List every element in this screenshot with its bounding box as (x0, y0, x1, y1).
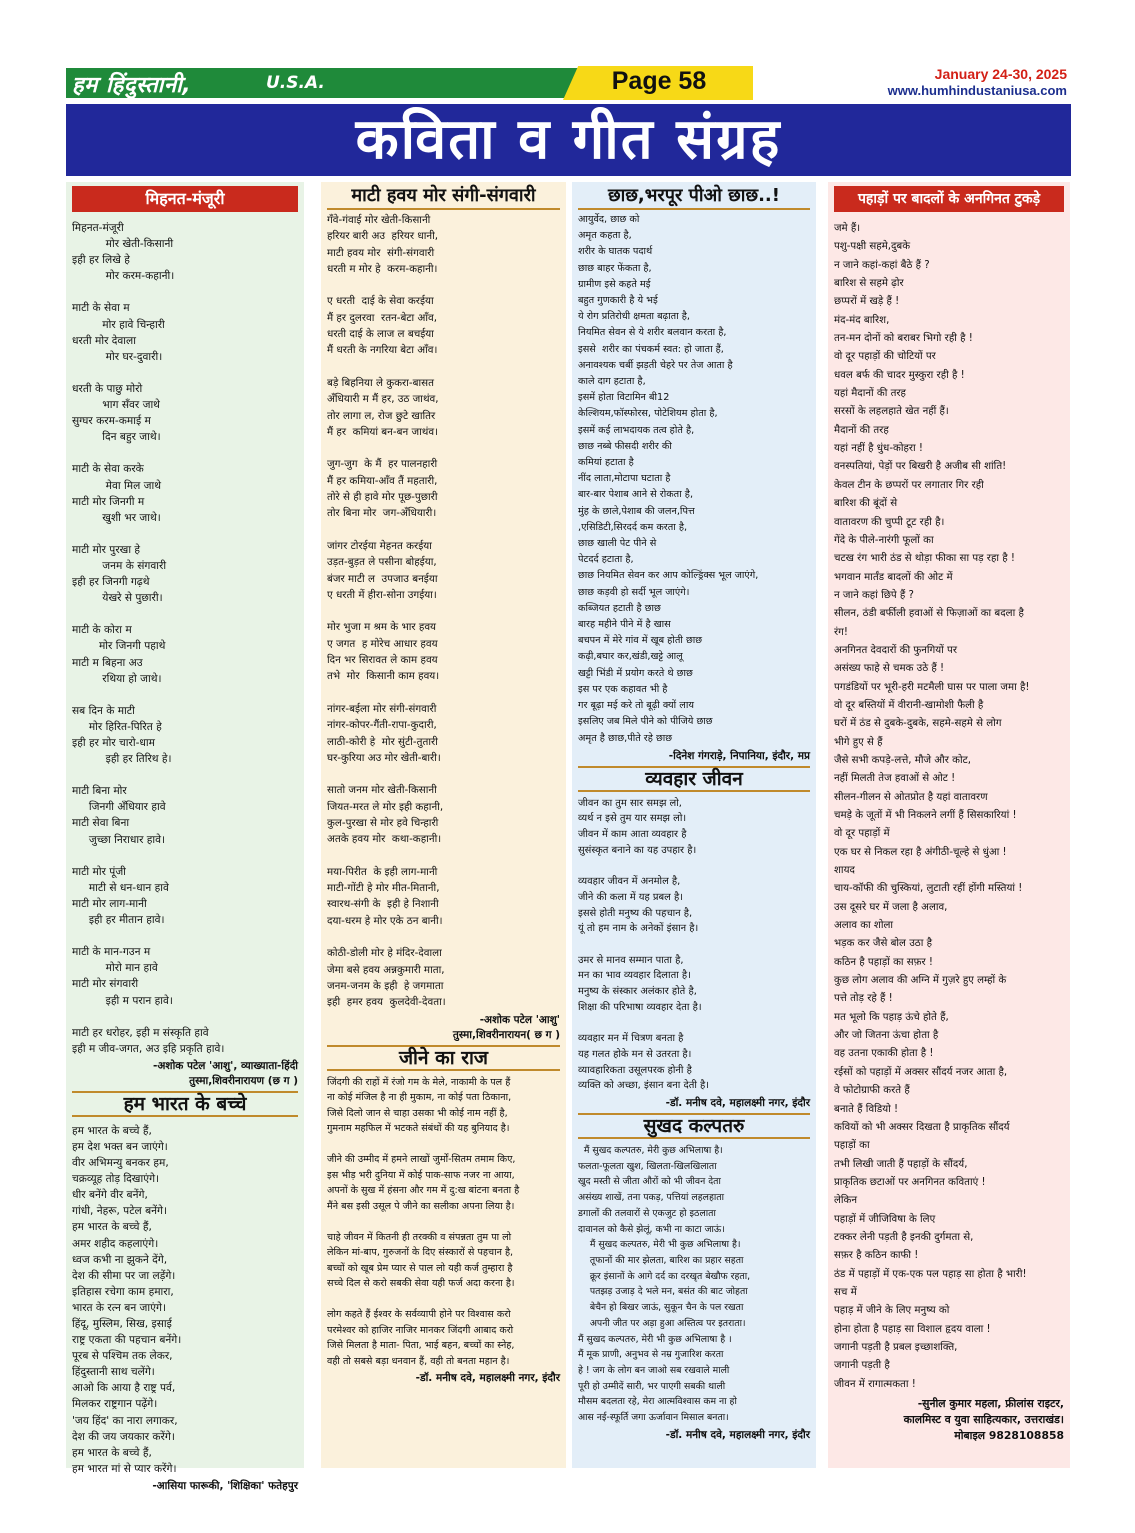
poem-title: छाछ,भरपूर पीओ छाछ..! (578, 184, 810, 210)
poem-author: -अशोक पटेल 'आशु' तुस्मा,शिवरीनारायन( छ ग ) (452, 1013, 560, 1041)
column-1 (66, 182, 304, 1492)
poem-body: मैं सुखद कल्पतरु, मेरी कुछ अभिलाषा है। फलता-फूलता खुश, खिलता-खिलखिलाता खुद मस्ती से जीता औरों को भी जीवन देता असंख्य शाखें, तना पकड़, पत्तियां लहलहाता डगालों की तलवारों से एकजुट हो इठलाता दावानल को कैसे झेलूं, कभी ना काटा जाऊं। मैं सुखद कल्पतरु, मेरी भी कुछ अभिलाषा है। तूफानों की मार झेलता, बारिश का प्रहार सहता क्रूर इंसानों के आगे दर्द का दरखृत बेखौफ रहता, पतझड़ उजाड़ दे भले मन, बसंत की बाट जोहता बेचैन हो बिखर जाऊं, सुकून चैन के पल रखता अपनी जीत पर अड़ा हुआ अस्तित्व पर इतराता। मैं सुखद कल्पतरु, मेरी भी कुछ अभिलाषा है । मैं मूक प्राणी, अनुभव से नम्र गुजारिश करता हे ! जग के लोग बन जाओ सब रखवाले माली पूरी हो उम्मीदें सारी, भर पाएगी सबकी थाली मौसम बदलता रहे, मेरा आत्मविश्वास कम ना हो आस नई-स्फूर्ति जगा ऊर्जावान मिसाल बनता। (578, 1145, 751, 1424)
poem-author: -सुनील कुमार महला, फ्रीलांस राइटर, कालमिस्ट व युवा साहित्यकार, उत्तराखंड। मोबाइल 9828108858 (903, 1397, 1064, 1442)
section-title: कविता व गीत संग्रह (355, 107, 782, 172)
poem-body: हम भारत के बच्चे हैं, हम देश भक्त बन जाएंगे। वीर अभिमन्यु बनकर हम, चक्रव्यूह तोड़ दिखाएंगे। धीर बनेंगे वीर बनेंगे, गांधी, नेहरू, पटेल बनेंगे। हम भारत के बच्चे हैं, अमर शहीद कहलाएंगे। ध्वज कभी ना झुकने देंगे, देश की सीमा पर जा लड़ेंगे। इतिहास रचेगा काम हमारा, भारत के रत्न बन जाएंगे। हिंदू, मुस्लिम, सिख, इसाई राष्ट्र एकता की पहचान बनेंगे। पूरब से पश्चिम तक लेकर, हिंदुस्तानी साथ चलेंगे। आओ कि आया है राष्ट्र पर्व, मिलकर राष्ट्रगान पढ़ेंगे। 'जय हिंद' का नारा लगाकर, देश की जय जयकार करेंगे। हम भारत के बच्चे हैं, हम भारत मां से प्यार करेंगे। (72, 1124, 182, 1475)
column-3 (572, 182, 816, 1468)
poem-body: जमे हैं। पशु-पक्षी सहमे,दुबके न जाने कहां-कहां बैठे हैं ? बारिश से सहमे ढ़ोर छप्परों में खड़े हैं ! मंद-मंद बारिश, तन-मन दोनों को बराबर भिगो रही है ! वो दूर पहाड़ों की चोटियों पर धवल बर्फ की चादर मुस्कुरा रही है ! यहां मैदानों की तरह सरसों के लहलहाते खेत नहीं हैं। मैदानों की तरह यहां नहीं है धुंध-कोहरा ! वनस्पतियां, पेड़ों पर बिखरी है अजीब सी शांति! केवल टीन के छप्परों पर लगातार गिर रही बारिश की बूंदों से वातावरण की चुप्पी टूट रही है। गेंदे के पीले-नारंगी फूलों का चटख रंग भारी ठंड से थोड़ा फीका सा पड़ रहा है ! भगवान मार्तंड बादलों की ओट में न जाने कहां छिपे हैं ? सीलन, ठंडी बर्फीली हवाओं से फिज़ाओं का बदला है रंग! अनगिनत देवदारों की फुनगियों पर असंख्य फाहे से चमक उठे हैं ! पगडंडियों पर भूरी-हरी मटमैली घास पर पाला जमा है! वो दूर बस्तियों में वीरानी-खामोशी फैली है घरों में ठंड से दुबके-दुबके, सहमे-सहमे से लोग भीगे हुए से हैं जैसे सभी कपड़े-लत्ते, मौजे और कोट, नहीं मिलती तेज हवाओं से ओट ! सीलन-गीलन से ओतप्रोत है यहां वातावरण चमड़े के जूतों में भी निकलने लगीं हैं सिसकारियां ! वो दूर पहाड़ों में एक घर से निकल रहा है अंगीठी-चूल्हे से धुंआ ! शायद चाय-कॉफी की चुस्कियां, लुटाती रहीं होंगी मस्तियां ! उस दूसरे घर में जला है अलाव, अलाव का शोला भड़क कर जैसे बोल उठा है कठिन है पहाड़ों का सफ़र ! कुछ लोग अलाव की अग्नि में गुज़रे हुए लम्हों के पत्ते तोड़ रहे हैं ! मत भूलो कि पहाड़ ऊंचे होते हैं, और जो जितना ऊंचा होता है वह उतना एकाकी होता है ! रईसों को पहाड़ों में अक्सर सौंदर्य नजर आता है, वे फोटोग्राफी करते हैं बनाते हैं विडियो ! कवियों को भी अक्सर दिखता है प्राकृतिक सौंदर्य पहाड़ों का तभी लिखी जाती हैं पहाड़ों के सौंदर्य, प्राकृतिक छटाओं पर अनगिनत कविताएं ! लेकिन पहाड़ों में जीजिविषा के लिए टक्कर लेनी पड़ती है इनकी दुर्गमता से, सफ़र है कठिन काफी ! ठंड में पहाड़ों में एक-एक पल पहाड़ सा होता है भारी! सच में पहाड़ में जीने के लिए मनुष्य को होना होता है पहाड़ सा विशाल हृदय वाला ! जगानी पड़ती है प्रबल इच्छाशक्ति, जगानी पड़ती है जीवन में रागात्मकता ! (834, 223, 1030, 1390)
poem-title: व्यवहार जीवन (578, 766, 810, 792)
column-4 (828, 182, 1070, 1468)
page-number: Page 58 (611, 67, 707, 95)
issue-date: January 24-30, 2025 (934, 66, 1067, 82)
poem-title: मिहनत-मंजूरी (72, 186, 298, 212)
poem-body: मिहनत-मंजूरी मोर खेती-किसानी इही हर लिखे हे मोर करम-कहानी। माटी के सेवा म मोर हावे चिन्हारी धरती मोर देवाला मोर घर-दुवारी। धरती के पाछु मोरो भाग सँवर जाथे सुग्घर करम-कमाई म दिन बहुर जाथे। माटी के सेवा करके मेवा मिल जाथे माटी मोर जिनगी म खुशी भर जाथे। माटी मोर पुरखा हे जनम के संगवारी इही हर जिनगी गढ़थे येखरे से पुछारी। माटी के कोरा म मोर जिनगी पहाथे माटी म बिहना अउ रथिया हो जाथे। सब दिन के माटी मोर हिरित-पिरित हे इही हर मोर चारो-धाम इही हर तिरिथ हे। माटी बिना मोर जिनगी अँधियार हावे माटी सेवा बिना जुच्छा निराधार हावे। माटी मोर पूंजी माटी से धन-धान हावे माटी मोर लाग-मानी इही हर मीतान हावे। माटी के मान-गउन म मोरो मान हावे माटी मोर संगवारी इही म परान हावे। माटी हर धरोहर, इही म संस्कृति हावे इही म जीव-जगत, अउ इहि प्रकृति हावे। (72, 222, 225, 1055)
section-banner (66, 104, 1071, 176)
column-2 (321, 182, 566, 1468)
poem-body: आयुर्वेद, छाछ को अमृत कहता है, शरीर के घातक पदार्थ छाछ बाहर फेंकता है, ग्रामीण इसे कहते मई बहुत गुणकारी है ये भई ये रोग प्रतिरोधी क्षमता बढ़ाता है, नियमित सेवन से ये शरीर बलवान करता है, इससे शरीर का पंचकर्म स्वत: हो जाता हैं, अनावश्यक चर्बी झड़ती चेहरे पर तेज आता है काले दाग हटाता है, इसमें होता विटामिन बी12 केल्शियम,फॉस्फोरस, पोटेशियम होता है, इसमें कई लाभदायक तत्व होते है, छाछ नब्बे फीसदी शरीर की कमियां हटाता है नींद लाता,मोटापा घटाता है बार-बार पेशाब आने से रोकता है, मुंह के छाले,पेशाब की जलन,पित्त ,एसिडिटी,सिरदर्द कम करता है, छाछ खाली पेट पीने से पेटदर्द हटाता है, छाछ नियमित सेवन कर आप कोल्ड्रिंक्स भूल जाएंगे, छाछ कड़वी हो सर्दी भूल जाएंगे। कब्जियत हटाती है छाछ बारह महीने पीने में है खास बचपन में मेरे गांव में खूब होती छाछ कढ़ी,बघार कर,खंडी,खट्टे आलू खट्टी भिंडी में प्रयोग करते थे छाछ इस पर एक कहावत भी है गर बूढ़ा मई करे तो बूढ़ी क्यों लाय इसलिए जब मिले पीने को पीजिये छाछ अमृत है छाछ,पीते रहे छाछ (578, 214, 759, 744)
poem-author: -डॉ. मनीष दवे, महालक्ष्मी नगर, इंदौर (415, 1372, 560, 1385)
poem-body: जिंदगी की राहों में रंजो गम के मेले, नाकामी के पल हैं ना कोई मंजिल है ना ही मुकाम, ना कोई पता ठिकाना, जिसे दिलो जान से चाहा उसका भी कोई नाम नहीं है, गुमनाम महफिल में भटकते संबंधों की यह बुनियाद है। जीने की उम्मीद में हमने लाखों जुर्मों-सितम तमाम किए, इस भीड़ भरी दुनिया में कोई पाक-साफ नजर ना आया, अपनों के सुख में हंसना और गम में दु:ख बांटना बनता है मैंने बस इसी उसूल पे जीने का सलीका अपना लिया है। चाहे जीवन में कितनी ही तरक्की व संपन्नता तुम पा लो लेकिन मां-बाप, गुरुजनों के दिए संस्कारों से पहचान है, बच्चों को खूब प्रेम प्यार से पाल लो यही कर्ज तुम्हारा है सच्चे दिल से करो सबकी सेवा यही फर्ज अदा करना है। लोग कहते हैं ईश्वर के सर्वव्यापी होने पर विश्वास करो परमेश्वर को हाजिर नाजिर मानकर जिंदगी आबाद करो जिसे मिलता है माता- पिता, भाई बहन, बच्चों का स्नेह, वही तो सबसे बड़ा धनवान हैं, वही तो बनता महान है। (327, 1076, 520, 1367)
masthead (66, 66, 1071, 100)
poem-title: सुखद कल्पतरु (578, 1113, 810, 1139)
poem-author: -दिनेश गंगराड़े, निपानिया, इंदौर, मप्र (668, 749, 810, 762)
poem-author: -डॉ. मनीष दवे, महालक्ष्मी नगर, इंदौर (665, 1428, 810, 1441)
website-link[interactable]: www.humhindustaniusa.com (887, 83, 1067, 98)
poem-author: -डॉ. मनीष दवे, महालक्ष्मी नगर, इंदौर (665, 1097, 810, 1110)
poem-author: -आसिया फारूकी, 'शिक्षिका' फतेहपुर (152, 1479, 298, 1492)
poem-title: हम भारत के बच्चे (72, 1091, 298, 1117)
poem-title: पहाड़ों पर बादलों के अनगिनत टुकड़े (834, 186, 1064, 212)
poem-title: जीने का राज (327, 1045, 560, 1071)
newspaper-name: हम हिंदुस्तानी, (72, 73, 192, 98)
newspaper-region: U.S.A. (266, 73, 325, 93)
poem-author: -अशोक पटेल 'आशु', व्याख्याता-हिंदी तुस्मा,शिवरीनारायण (छ ग ) (153, 1059, 298, 1087)
poem-body: गँवे-गंवाई मोर खेती-किसानी हरियर बारी अउ हरियर धानी, माटी हवय मोर संगी-संगवारी धरती म मोर हे करम-कहानी। ए धरती दाई के सेवा करईया मैं हर दुलरवा रतन-बेटा आँव, धरती दाई के लाज ल बचईया मैं धरती के नगरिया बेटा आँव। बड़े बिहनिया ले कुकरा-बासत अँधियारी म मैं हर, उठ जाथंव, तोर लागा ल, रोज छुटे खातिर मैं हर कमियां बन-बन जाथंव। जुग-जुग के मैं हर पालनहारी मैं हर कमिया-आँव तैं महतारी, तोरे से ही हावे मोर पूछ-पुछारी तोर बिना मोर जग-अँधियारी। जांगर टोरईया मेहनत करईया उड़त-बुड़त ले पसीना बोहईया, बंजर माटी ल उपजाउ बनईया ए धरती में हीरा-सोना उगईया। मोर भुजा म श्रम के भार हवय ए जगत ह मोरेच आधार हवय दिन भर सिरावत ले काम हवय तभे मोर किसानी काम हवय। नांगर-बईला मोर संगी-संगवारी नांगर-कोपर-गैंती-रापा-कुदारी, लाठी-कोरी हे मोर सुंटी-तुतारी घर-कुरिया अउ मोर खेती-बारी। सातो जनम मोर खेती-किसानी जियत-मरत ले मोर इही कहानी, कुल-पुरखा से मोर हवे चिन्हारी अतके हवय मोर कथा-कहानी। मया-पिरीत के इही लाग-मानी माटी-गोंटी हे मोर मीत-मितानी, स्वारथ-संगी के इही हे निशानी दया-धरम हे मोर एके ठन बानी। कोठी-डोली मोर हे मंदिर-देवाला जेमा बसे हवय अन्नकुमारी माता, जनम-जनम के इही हे जगमाता इही हमर हवय कुलदेवी-देवता। (327, 214, 446, 1009)
poem-title: माटी हवय मोर संगी-संगवारी (327, 184, 560, 210)
poem-body: जीवन का तुम सार समझ लो, व्यर्थ न इसे तुम यार समझ लो। जीवन में काम आता व्यवहार है सुसंस्कृत बनाने का यह उपहार है। व्यवहार जीवन में अनमोल है, जीने की कला में यह प्रबल है। इससे होती मनुष्य की पहचान है, यूं तो हम नाम के अनेकों इंसान है। उमर से मानव सम्मान पाता है, मन का भाव व्यवहार दिलाता है। मनुष्य के संस्कार अलंकार होते है, शिक्षा की परिभाषा व्यवहार देता है। व्यवहार मन में चित्रण बनता है यह गलत होके मन से उतरता है। व्यावहारिकता उसूलपरक होनी है व्यक्ति को अच्छा, इंसान बना देती है। (578, 797, 710, 1092)
